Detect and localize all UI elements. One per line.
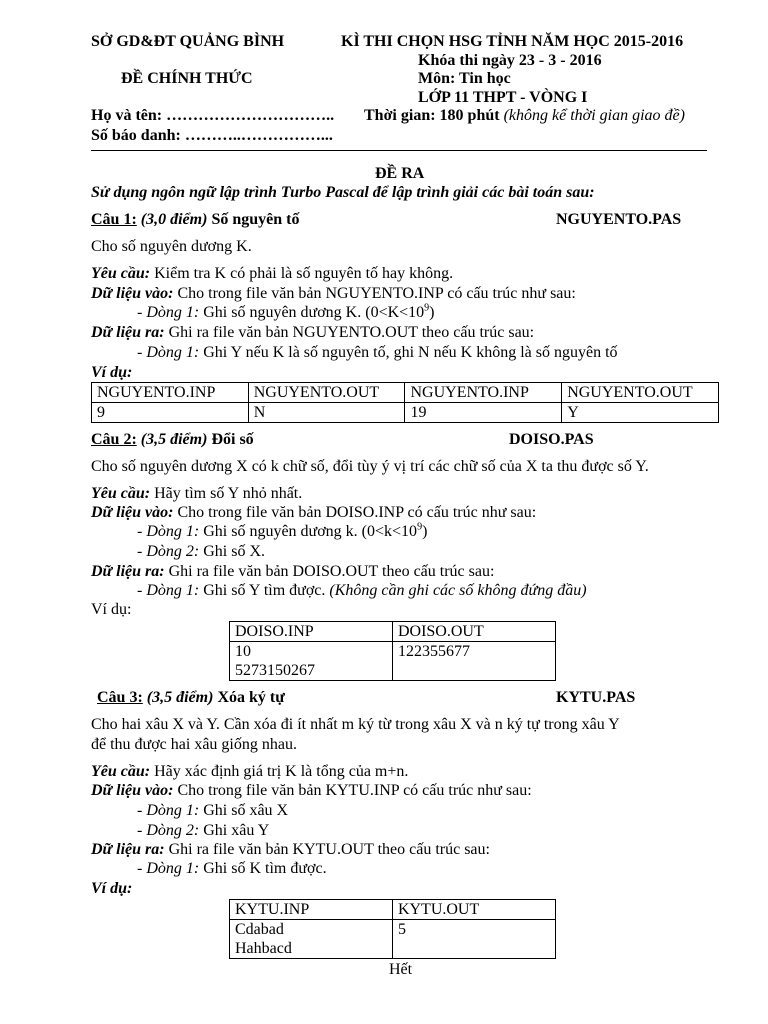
q3-out-line1 xyxy=(137,860,327,878)
q2-in-line2-label: - Dòng 2: xyxy=(137,543,200,560)
q3-name: Xóa ký tự xyxy=(217,689,285,706)
q3-heading xyxy=(97,689,285,707)
q1-in-line1-exp: 9 xyxy=(424,302,430,314)
q2-in-line2-text: Ghi số X. xyxy=(203,543,265,560)
table-cell: NGUYENTO.OUT xyxy=(562,383,719,403)
q3-out-label: Dữ liệu ra: xyxy=(91,841,165,858)
q2-in-line1-text: Ghi số nguyên dương k. (0<k<10 xyxy=(203,523,418,540)
q3-out-line1-text: Ghi số K tìm được. xyxy=(203,860,327,877)
q3-in-line2-label: - Dòng 2: xyxy=(137,822,200,839)
exam-title: KÌ THI CHỌN HSG TỈNH NĂM HỌC 2015-2016 xyxy=(341,33,684,50)
q3-in-line1-label: - Dòng 1: xyxy=(137,802,200,819)
instruction: Sử dụng ngôn ngữ lập trình Turbo Pascal để lập trình giải các bài toán sau: xyxy=(91,184,595,201)
table-cell: NGUYENTO.OUT xyxy=(248,383,405,403)
table-row xyxy=(230,920,556,959)
official-label: ĐỀ CHÍNH THỨC xyxy=(121,70,253,87)
q3-in-line1-text: Ghi số xâu X xyxy=(203,802,289,819)
table-row xyxy=(92,383,719,403)
q1-out-line1-text: Ghi Y nếu K là số nguyên tố, ghi N nếu K không là số nguyên tố xyxy=(203,344,618,361)
q2-out-line1 xyxy=(137,582,587,600)
name-line: Họ và tên: ………………………….. xyxy=(91,107,335,124)
q3-ex-in-line2: Hahbacd xyxy=(235,940,292,957)
q1-file: NGUYENTO.PAS xyxy=(556,211,682,228)
q3-in-text: Cho trong file văn bản KYTU.INP có cấu trúc như sau: xyxy=(177,782,532,799)
q2-req-text: Hãy tìm số Y nhỏ nhất. xyxy=(154,485,303,502)
q1-in-line1-end: ) xyxy=(429,304,435,321)
q2-ex-in-line1: 10 xyxy=(235,643,251,660)
q1-points: (3,0 điểm) xyxy=(140,211,208,228)
table-cell: 19 xyxy=(405,403,562,423)
q1-output xyxy=(91,324,534,342)
q1-heading xyxy=(91,211,299,229)
table-cell: 122355677 xyxy=(392,642,555,681)
q2-in-line1 xyxy=(137,523,427,541)
q2-input xyxy=(91,504,536,522)
q2-name: Đổi số xyxy=(211,431,254,448)
q3-req-text: Hãy xác định giá trị K là tổng của m+n. xyxy=(154,763,409,780)
q3-points: (3,5 điểm) xyxy=(146,689,214,706)
q3-req xyxy=(91,763,408,781)
time-bold: Thời gian: 180 phút xyxy=(364,107,500,124)
table-cell: Y xyxy=(562,403,719,423)
q2-in-line1-end: ) xyxy=(422,523,428,540)
q3-output xyxy=(91,841,490,859)
q1-req-label: Yêu cầu: xyxy=(91,265,151,282)
q2-out-line1-note: (Không cần ghi các số không đứng đầu) xyxy=(329,582,587,599)
id-line: Số báo danh: ………..……………... xyxy=(91,127,333,144)
table-cell xyxy=(230,642,393,681)
q3-in-line1 xyxy=(137,802,288,820)
q3-example-table xyxy=(229,899,556,959)
dept-name: SỞ GD&ĐT QUẢNG BÌNH xyxy=(91,33,285,50)
table-row xyxy=(230,642,556,681)
table-cell: N xyxy=(248,403,405,423)
q3-in-label: Dữ liệu vào: xyxy=(91,782,174,799)
time-line xyxy=(364,107,685,125)
q2-out-line1-label: - Dòng 1: xyxy=(137,582,200,599)
q1-input xyxy=(91,285,576,303)
q2-in-line1-exp: 9 xyxy=(417,521,423,533)
q2-heading xyxy=(91,431,254,449)
q2-example-label: Ví dụ: xyxy=(91,601,132,618)
q3-ex-in-line1: Cdabad xyxy=(235,921,284,938)
q2-out-text: Ghi ra file văn bản DOISO.OUT theo cấu trúc sau: xyxy=(168,563,495,580)
q1-desc: Cho số nguyên dương K. xyxy=(91,238,252,255)
q2-in-line1-label: - Dòng 1: xyxy=(137,523,200,540)
q3-file: KYTU.PAS xyxy=(556,689,636,706)
q2-desc: Cho số nguyên dương X có k chữ số, đổi tùy ý vị trí các chữ số của X ta thu được số Y. xyxy=(91,458,649,475)
q2-in-label: Dữ liệu vào: xyxy=(91,504,174,521)
q1-in-line1 xyxy=(137,304,435,322)
q1-in-line1-text: Ghi số nguyên dương K. (0<K<10 xyxy=(203,304,425,321)
q1-in-line1-label: - Dòng 1: xyxy=(137,304,200,321)
table-row xyxy=(230,900,556,920)
q1-example-table xyxy=(91,382,719,423)
table-cell: KYTU.INP xyxy=(230,900,393,920)
table-cell: KYTU.OUT xyxy=(392,900,555,920)
q2-ex-in-line2: 5273150267 xyxy=(235,662,315,679)
table-cell: NGUYENTO.INP xyxy=(405,383,562,403)
q2-file: DOISO.PAS xyxy=(509,431,594,448)
q3-req-label: Yêu cầu: xyxy=(91,763,151,780)
q1-req-text: Kiểm tra K có phải là số nguyên tố hay không. xyxy=(154,265,454,282)
q1-example-label: Ví dụ: xyxy=(91,364,133,381)
q2-req-label: Yêu cầu: xyxy=(91,485,151,502)
q2-example-table xyxy=(229,621,556,681)
table-cell: NGUYENTO.INP xyxy=(92,383,249,403)
table-row xyxy=(230,622,556,642)
q1-req xyxy=(91,265,453,283)
table-cell: DOISO.OUT xyxy=(392,622,555,642)
q1-out-line1 xyxy=(137,344,618,362)
q3-input xyxy=(91,782,532,800)
q1-out-text: Ghi ra file văn bản NGUYENTO.OUT theo cấu trúc sau: xyxy=(168,324,535,341)
q3-out-line1-label: - Dòng 1: xyxy=(137,860,200,877)
table-cell: DOISO.INP xyxy=(230,622,393,642)
table-cell: 5 xyxy=(392,920,555,959)
time-note: (không kể thời gian giao đề) xyxy=(503,107,685,124)
q1-in-text: Cho trong file văn bản NGUYENTO.INP có cấu trúc như sau: xyxy=(177,285,576,302)
q1-out-line1-label: - Dòng 1: xyxy=(137,344,200,361)
q2-req xyxy=(91,485,302,503)
subject: Môn: Tin học xyxy=(418,70,511,87)
table-cell: 9 xyxy=(92,403,249,423)
footer-end: Hết xyxy=(389,961,413,978)
q2-in-line2 xyxy=(137,543,265,561)
q1-out-label: Dữ liệu ra: xyxy=(91,324,165,341)
q2-points: (3,5 điểm) xyxy=(140,431,208,448)
q1-name: Số nguyên tố xyxy=(211,211,300,228)
q3-in-line2 xyxy=(137,822,269,840)
q3-label: Câu 3: xyxy=(97,689,143,706)
q2-out-line1-text: Ghi số Y tìm được. xyxy=(203,582,326,599)
page-title: ĐỀ RA xyxy=(375,165,425,182)
exam-date: Khóa thi ngày 23 - 3 - 2016 xyxy=(418,52,602,69)
q2-in-text: Cho trong file văn bản DOISO.INP có cấu trúc như sau: xyxy=(177,504,537,521)
q1-label: Câu 1: xyxy=(91,211,137,228)
header-divider xyxy=(91,150,707,151)
q2-label: Câu 2: xyxy=(91,431,137,448)
table-cell xyxy=(230,920,393,959)
q3-desc-line1: Cho hai xâu X và Y. Cần xóa đi ít nhất m ký từ trong xâu X và n ký tự trong xâu Y xyxy=(91,716,620,733)
q2-out-label: Dữ liệu ra: xyxy=(91,563,165,580)
q1-in-label: Dữ liệu vào: xyxy=(91,285,174,302)
grade: LỚP 11 THPT - VÒNG I xyxy=(418,89,588,106)
q3-desc-line2: để thu được hai xâu giống nhau. xyxy=(91,736,297,753)
q3-in-line2-text: Ghi xâu Y xyxy=(203,822,270,839)
table-row xyxy=(92,403,719,423)
q3-out-text: Ghi ra file văn bản KYTU.OUT theo cấu trúc sau: xyxy=(168,841,490,858)
q3-example-label: Ví dụ: xyxy=(91,880,133,897)
q2-output xyxy=(91,563,494,581)
